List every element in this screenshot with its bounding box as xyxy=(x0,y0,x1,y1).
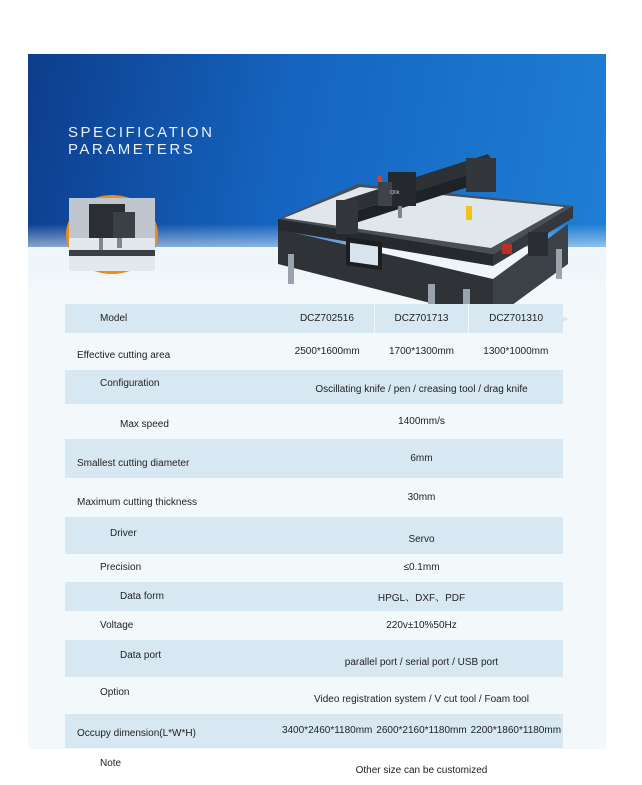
spec-label: Occupy dimension(L*W*H) xyxy=(65,714,280,749)
spec-label: Model xyxy=(65,304,280,333)
tool-head-image xyxy=(69,198,155,271)
spec-row-driver xyxy=(65,517,563,554)
spec-value: parallel port / serial port / USB port xyxy=(280,640,563,677)
spec-value: 1400mm/s xyxy=(398,416,445,428)
spec-value: HPGL、DXF、PDF xyxy=(280,582,563,611)
spec-value: 1700*1300mm xyxy=(388,345,455,357)
spec-value: 2500*1600mm xyxy=(294,345,360,357)
spec-row-dimension xyxy=(65,714,563,749)
spec-label: Precision xyxy=(100,562,142,574)
spec-value: 2600*2160*1180mm xyxy=(374,714,468,749)
spec-row-cutting-area xyxy=(65,333,563,370)
spec-label: Effective cutting area xyxy=(77,349,171,361)
spec-label: Data port xyxy=(65,640,280,677)
spec-value: 2200*1860*1180mm xyxy=(469,714,563,749)
page-title xyxy=(68,124,214,158)
spec-label: Voltage xyxy=(100,620,134,632)
spec-card xyxy=(28,54,606,777)
spec-table xyxy=(65,304,563,785)
machine-brand: Qlik xyxy=(390,190,400,196)
spec-value: DCZ702516 xyxy=(280,304,374,333)
spec-value: Oscillating knife / pen / creasing tool / drag knife xyxy=(280,370,563,405)
spec-value: DCZ701310 xyxy=(469,304,563,333)
spec-label: Configuration xyxy=(65,370,280,405)
spec-row-option xyxy=(65,677,563,714)
detail-thumbnail xyxy=(66,195,158,274)
cutting-machine-image xyxy=(238,114,578,334)
spec-row-data-form xyxy=(65,582,563,611)
spec-label: Max speed xyxy=(120,419,169,431)
spec-value: Servo xyxy=(280,517,563,554)
spec-value: Other size can be customized xyxy=(355,765,488,777)
spec-row-model xyxy=(65,304,563,333)
spec-row-max-speed xyxy=(65,404,563,439)
spec-label: Smallest cutting diameter xyxy=(65,439,280,478)
spec-label: Maximum cutting thickness xyxy=(77,496,198,508)
spec-value: 220v±10%50Hz xyxy=(386,620,457,632)
title-line-2: PARAMETERS xyxy=(68,141,196,158)
spec-label: Option xyxy=(100,686,130,698)
spec-value: 1300*1000mm xyxy=(483,345,549,357)
spec-row-data-port xyxy=(65,640,563,677)
spec-row-voltage xyxy=(65,611,563,640)
spec-row-max-thickness xyxy=(65,478,563,517)
spec-label: Data form xyxy=(65,582,280,611)
spec-value: Video registration system / V cut tool / Foam tool xyxy=(314,693,529,705)
spec-row-smallest-diameter xyxy=(65,439,563,478)
spec-value: DCZ701713 xyxy=(374,304,468,333)
spec-row-note xyxy=(65,748,563,785)
spec-label: Driver xyxy=(65,517,280,554)
spec-value: 6mm xyxy=(280,439,563,478)
spec-value: 3400*2460*1180mm xyxy=(280,714,374,749)
spec-row-configuration xyxy=(65,370,563,405)
spec-label: Note xyxy=(100,758,122,770)
title-line-1: SPECIFICATION xyxy=(68,124,215,141)
spec-row-precision xyxy=(65,554,563,583)
spec-value: 30mm xyxy=(407,491,436,503)
spec-value: ≤0.1mm xyxy=(403,562,440,574)
